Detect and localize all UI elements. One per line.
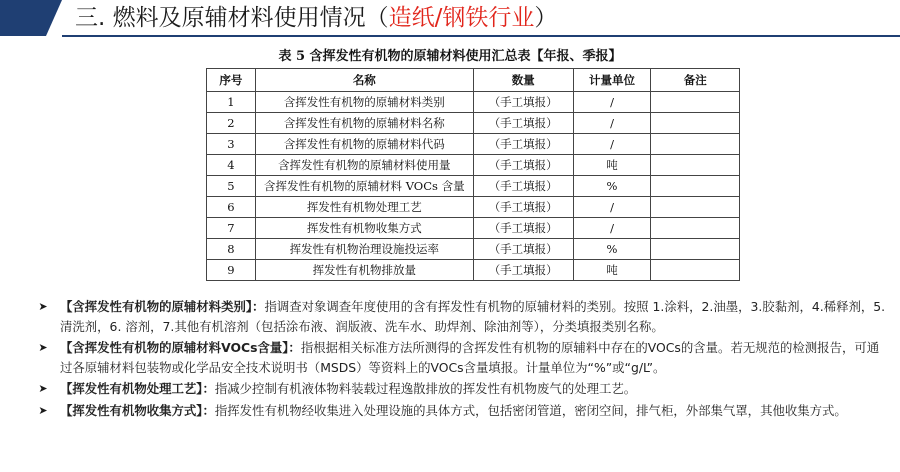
note-text: 指调查对象调查年度使用的含有挥发性有机物的原辅材料的类别。按照 1.涂料，2.油墨，3.胶黏剂，4.稀释剂，5.清洗剂，6. 溶剂，7.其他有机溶剂（包括涂布液、润版液、洗车水、助焊剂、除油剂等），分类填报类别名称。 bbox=[60, 299, 886, 334]
table-row bbox=[207, 197, 740, 218]
cell-quantity: （手工填报） bbox=[473, 92, 573, 113]
cell-no: 6 bbox=[207, 197, 256, 218]
table-caption: 表 5 含挥发性有机物的原辅材料使用汇总表【年报、季报】 bbox=[278, 49, 622, 64]
note-text: 指减少控制有机液体物料装载过程逸散排放的挥发性有机物废气的处理工艺。 bbox=[214, 381, 637, 396]
cell-unit: % bbox=[573, 176, 651, 197]
cell-remark bbox=[651, 218, 740, 239]
bullet-arrow-icon: ➤ bbox=[38, 300, 48, 313]
cell-no: 2 bbox=[207, 113, 256, 134]
cell-name: 挥发性有机物治理设施投运率 bbox=[255, 239, 473, 260]
page-title-highlight: 造纸/钢铁行业 bbox=[388, 5, 535, 31]
note-term: 【含挥发性有机物的原辅材料VOCs含量】： bbox=[60, 340, 301, 355]
cell-remark bbox=[651, 239, 740, 260]
column-header-quantity: 数量 bbox=[473, 69, 573, 92]
header-accent bbox=[0, 0, 46, 36]
cell-name: 含挥发性有机物的原辅材料 VOCs 含量 bbox=[255, 176, 473, 197]
table-row bbox=[207, 92, 740, 113]
note-item bbox=[36, 401, 886, 421]
column-header-remark: 备注 bbox=[651, 69, 740, 92]
cell-no: 8 bbox=[207, 239, 256, 260]
bullet-arrow-icon: ➤ bbox=[38, 341, 48, 354]
cell-name: 挥发性有机物排放量 bbox=[255, 260, 473, 281]
note-text: 指挥发性有机物经收集进入处理设施的具体方式，包括密闭管道，密闭空间，排气柜，外部集气罩，其他收集方式。 bbox=[214, 402, 847, 418]
cell-name: 挥发性有机物处理工艺 bbox=[255, 197, 473, 218]
bullet-arrow-icon: ➤ bbox=[38, 403, 48, 417]
cell-no: 9 bbox=[207, 260, 256, 281]
note-term: 【挥发性有机物收集方式】： bbox=[60, 402, 215, 418]
cell-name: 挥发性有机物收集方式 bbox=[255, 218, 473, 239]
cell-quantity: （手工填报） bbox=[473, 113, 573, 134]
cell-quantity: （手工填报） bbox=[473, 176, 573, 197]
definition-notes bbox=[36, 297, 886, 422]
cell-unit: / bbox=[573, 134, 651, 155]
cell-name: 含挥发性有机物的原辅材料代码 bbox=[255, 134, 473, 155]
page-title bbox=[75, 2, 557, 34]
table-row bbox=[207, 176, 740, 197]
voc-material-summary-table bbox=[206, 68, 740, 281]
cell-no: 4 bbox=[207, 155, 256, 176]
table-row bbox=[207, 218, 740, 239]
note-item bbox=[36, 379, 886, 399]
cell-quantity: （手工填报） bbox=[473, 197, 573, 218]
cell-no: 3 bbox=[207, 134, 256, 155]
cell-unit: / bbox=[573, 92, 651, 113]
cell-unit: / bbox=[573, 218, 651, 239]
cell-no: 7 bbox=[207, 218, 256, 239]
cell-quantity: （手工填报） bbox=[473, 239, 573, 260]
cell-quantity: （手工填报） bbox=[473, 260, 573, 281]
note-term: 【挥发性有机物处理工艺】： bbox=[60, 381, 215, 396]
note-text: 指根据相关标准方法所测得的含挥发性有机物的原辅料中存在的VOCs的含量。若无规范的检测报告，可通过各原辅材料包装物或化学品安全技术说明书（MSDS）等资料上的VOCs含量填报。计量单位为“%”或“g/L”。 bbox=[60, 340, 880, 375]
table-row bbox=[207, 260, 740, 281]
cell-no: 5 bbox=[207, 176, 256, 197]
cell-remark bbox=[651, 92, 740, 113]
cell-unit: / bbox=[573, 197, 651, 218]
table-row bbox=[207, 113, 740, 134]
cell-quantity: （手工填报） bbox=[473, 218, 573, 239]
table-header-row bbox=[207, 69, 740, 92]
cell-name: 含挥发性有机物的原辅材料类别 bbox=[255, 92, 473, 113]
cell-quantity: （手工填报） bbox=[473, 155, 573, 176]
cell-quantity: （手工填报） bbox=[473, 134, 573, 155]
table-row bbox=[207, 155, 740, 176]
column-header-name: 名称 bbox=[255, 69, 473, 92]
cell-unit: 吨 bbox=[573, 155, 651, 176]
column-header-no: 序号 bbox=[207, 69, 256, 92]
header-rule bbox=[62, 35, 900, 37]
cell-remark bbox=[651, 113, 740, 134]
page-title-prefix: 三. 燃料及原辅材料使用情况（ bbox=[75, 5, 389, 31]
note-item bbox=[36, 297, 886, 336]
table-row bbox=[207, 239, 740, 260]
cell-remark bbox=[651, 155, 740, 176]
column-header-unit: 计量单位 bbox=[573, 69, 651, 92]
cell-remark bbox=[651, 197, 740, 218]
cell-name: 含挥发性有机物的原辅材料名称 bbox=[255, 113, 473, 134]
table-row bbox=[207, 134, 740, 155]
cell-remark bbox=[651, 260, 740, 281]
note-term: 【含挥发性有机物的原辅材料类别】： bbox=[60, 299, 265, 314]
cell-unit: / bbox=[573, 113, 651, 134]
bullet-arrow-icon: ➤ bbox=[38, 382, 48, 395]
page-title-suffix: ） bbox=[534, 5, 558, 31]
cell-no: 1 bbox=[207, 92, 256, 113]
cell-name: 含挥发性有机物的原辅材料使用量 bbox=[255, 155, 473, 176]
cell-unit: % bbox=[573, 239, 651, 260]
cell-remark bbox=[651, 176, 740, 197]
cell-remark bbox=[651, 134, 740, 155]
cell-unit: 吨 bbox=[573, 260, 651, 281]
note-item bbox=[36, 338, 886, 377]
